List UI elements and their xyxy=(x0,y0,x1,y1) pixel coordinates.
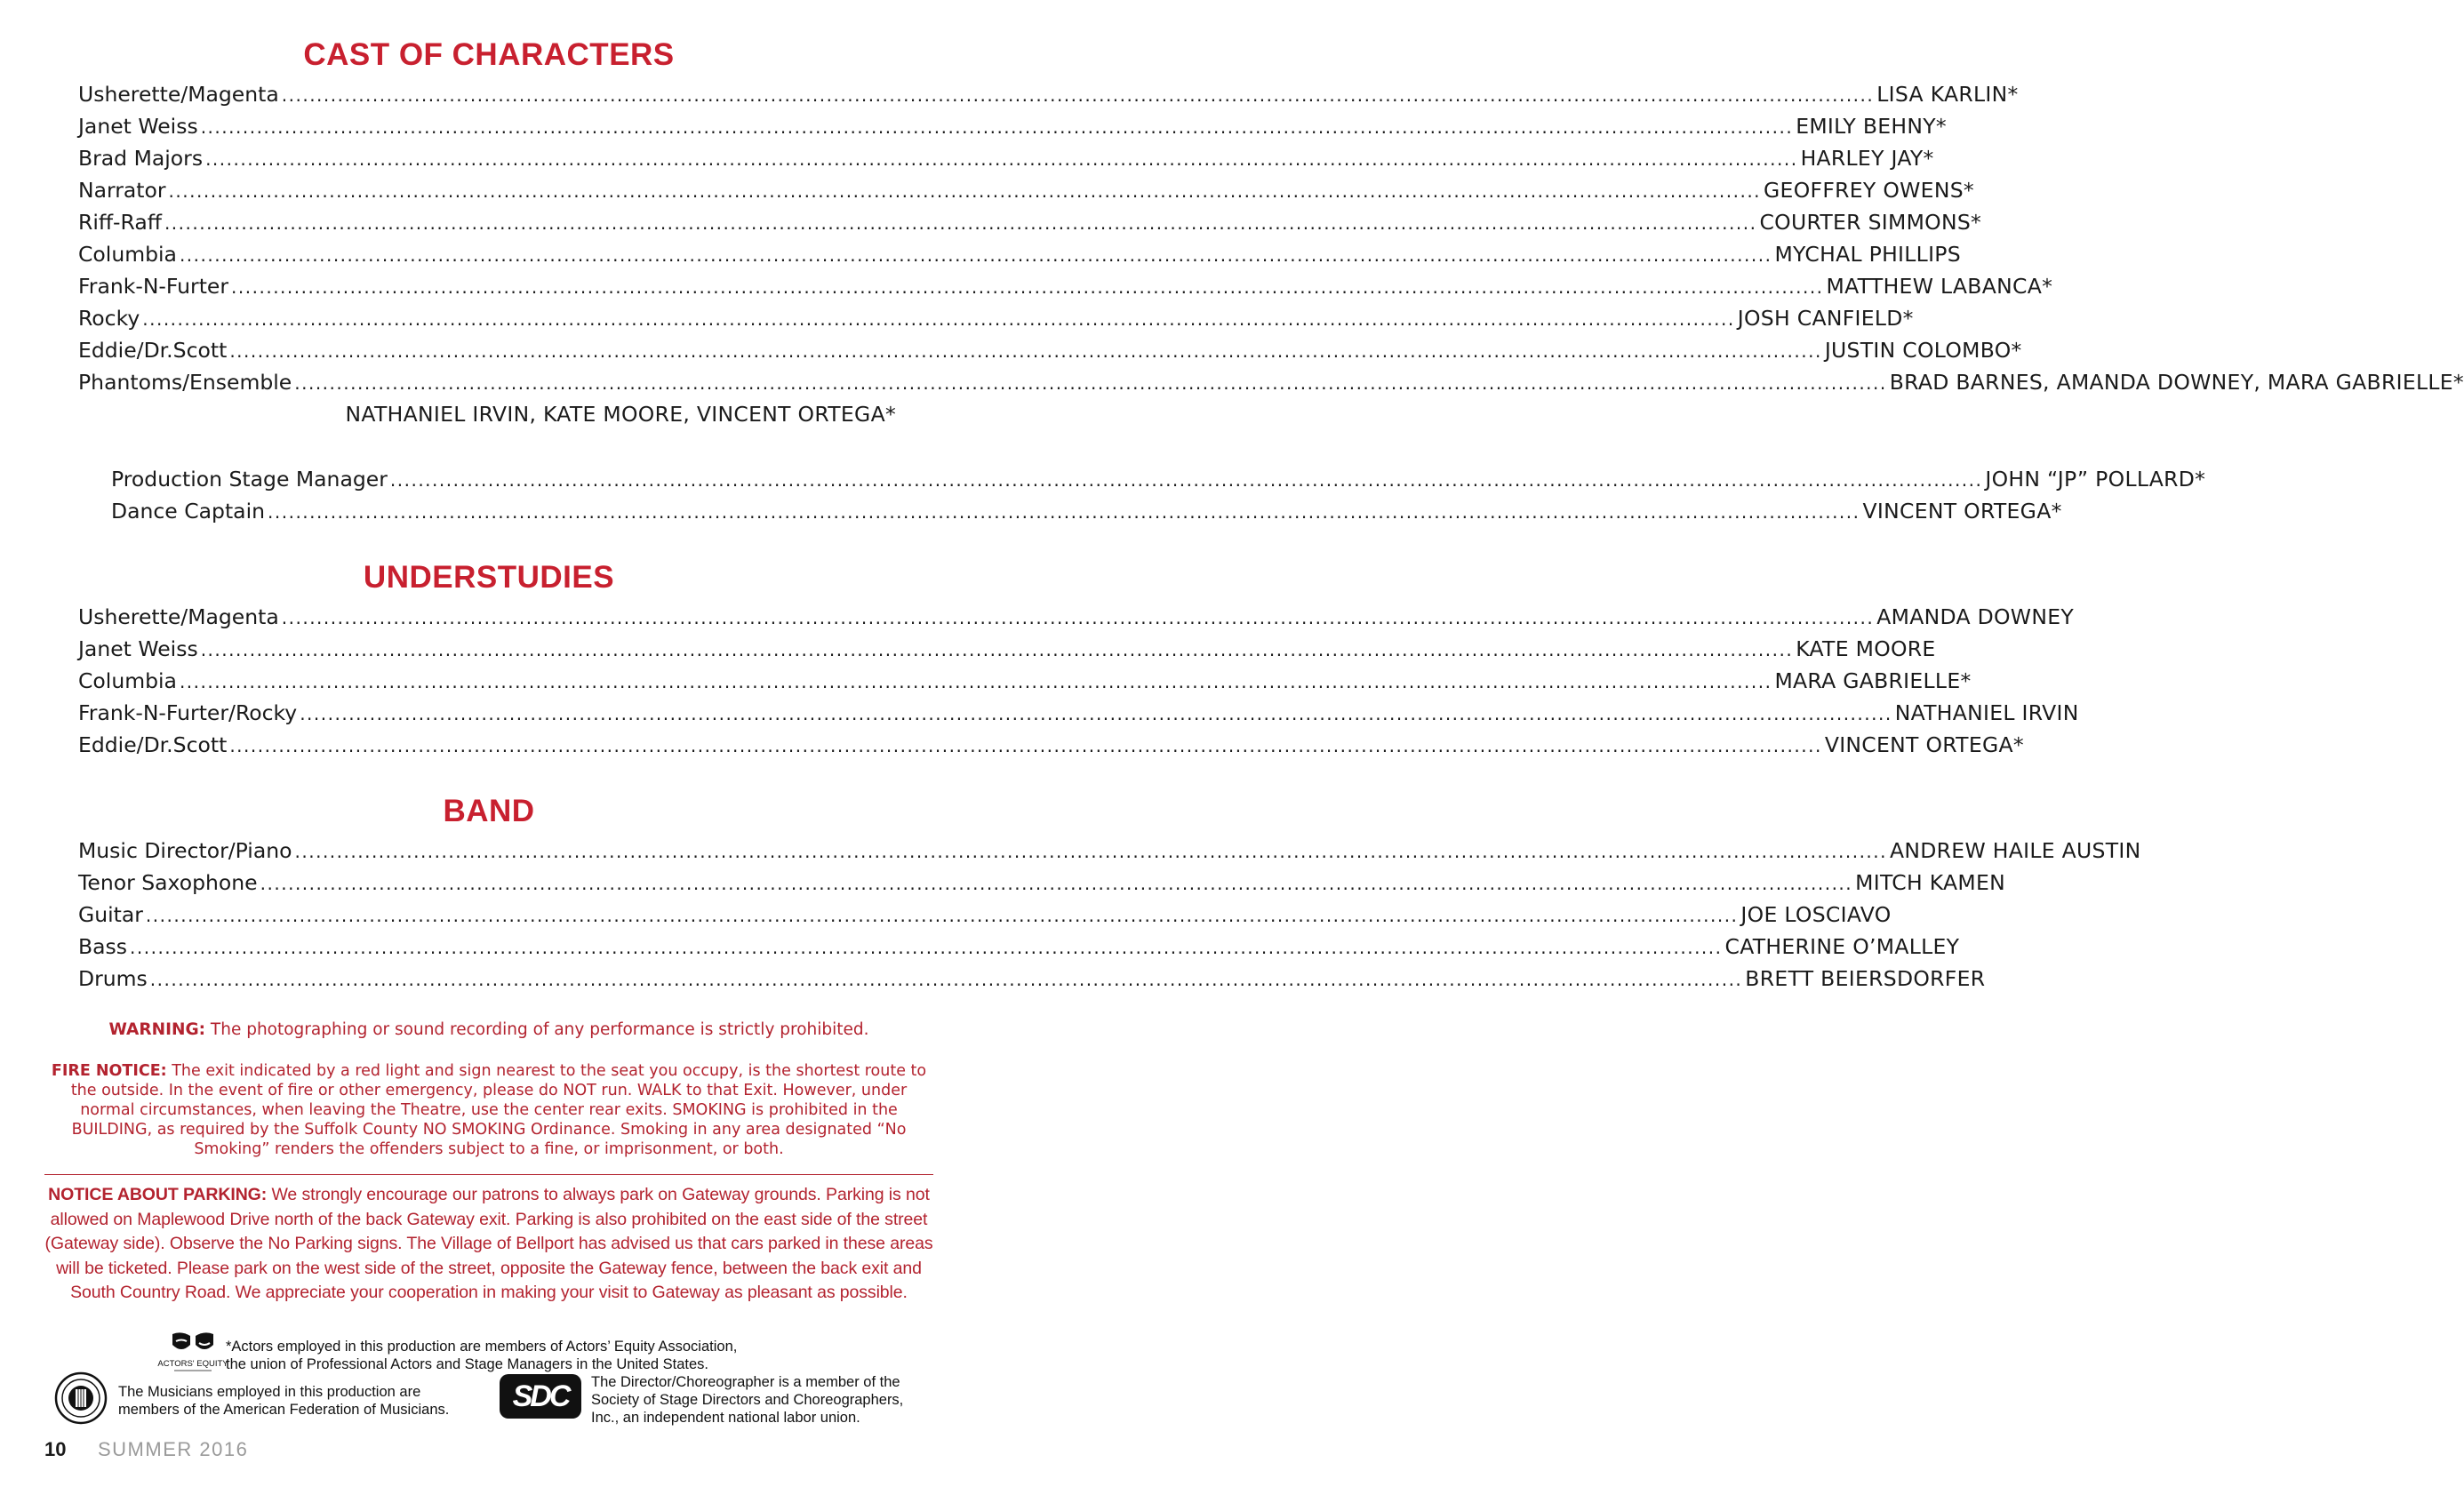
role-label: Dance Captain xyxy=(111,499,266,524)
role-label: Phantoms/Ensemble xyxy=(78,370,292,395)
role-label: Guitar xyxy=(78,902,143,927)
leader-dots xyxy=(300,698,1892,730)
leader-dots xyxy=(150,963,1743,995)
divider xyxy=(44,1174,933,1175)
page-number: 10 xyxy=(44,1438,67,1460)
parking-notice xyxy=(44,1183,933,1306)
cast-row xyxy=(78,78,2019,110)
equity-text xyxy=(226,1338,737,1373)
leader-dots xyxy=(229,730,1822,762)
understudy-row xyxy=(78,665,1972,697)
fire-lead: FIRE NOTICE: xyxy=(51,1062,167,1080)
role-label: Narrator xyxy=(78,178,166,203)
musician-name: MITCH KAMEN xyxy=(1855,870,2005,895)
cast-row xyxy=(78,206,1982,238)
musicians-federation-seal-icon xyxy=(54,1371,108,1425)
cast-continuation: NATHANIEL IRVIN, KATE MOORE, VINCENT ORTEGA* xyxy=(345,402,896,427)
warning-lead: WARNING: xyxy=(108,1020,206,1039)
cast-heading: CAST OF CHARACTERS xyxy=(303,37,675,72)
role-label: Frank-N-Furter/Rocky xyxy=(78,700,298,725)
sdc-text xyxy=(591,1373,903,1427)
role-label: Brad Majors xyxy=(78,146,204,171)
role-label: Janet Weiss xyxy=(78,636,198,661)
fire-notice xyxy=(44,1061,933,1159)
actor-name: VINCENT ORTEGA* xyxy=(1824,732,2024,757)
staff-name: VINCENT ORTEGA* xyxy=(1862,499,2062,524)
cast-row xyxy=(78,302,1914,334)
actor-name: GEOFFREY OWENS* xyxy=(1764,178,1974,203)
cast-list xyxy=(78,78,2464,430)
sdc-line-2: Society of Stage Directors and Choreographers, xyxy=(591,1392,904,1408)
staff-list xyxy=(111,463,2206,527)
actor-name: MYCHAL PHILLIPS xyxy=(1774,242,1961,267)
role-label: Riff-Raff xyxy=(78,210,162,235)
equity-line-1: *Actors employed in this production are members of Actors’ Equity Association, xyxy=(226,1339,738,1355)
cast-row xyxy=(78,238,1961,270)
cast-row xyxy=(78,366,2464,398)
leader-dots xyxy=(294,367,1887,399)
parking-lead: NOTICE ABOUT PARKING: xyxy=(48,1185,268,1204)
musicians-line-1: The Musicians employed in this production are xyxy=(118,1384,421,1400)
actors-equity-logo-icon xyxy=(157,1331,228,1377)
staff-row xyxy=(111,495,2062,527)
actor-name: NATHANIEL IRVIN xyxy=(1894,700,2079,725)
band-row xyxy=(78,899,1892,931)
actor-name: MATTHEW LABANCA* xyxy=(1826,274,2053,299)
understudies-heading: UNDERSTUDIES xyxy=(363,560,615,595)
role-label: Columbia xyxy=(78,242,177,267)
actor-name: HARLEY JAY* xyxy=(1800,146,1934,171)
actor-name: LISA KARLIN* xyxy=(1876,82,2019,107)
musicians-line-2: members of the American Federation of Musicians. xyxy=(118,1402,450,1418)
staff-row xyxy=(111,463,2206,495)
leader-dots xyxy=(169,175,1762,207)
role-label: Columbia xyxy=(78,668,177,693)
musician-name: BRETT BEIERSDORFER xyxy=(1745,966,1986,991)
issue-season: SUMMER 2016 xyxy=(98,1438,249,1460)
sdc-line-3: Inc., an independent national labor union. xyxy=(591,1410,860,1426)
band-heading: BAND xyxy=(443,794,535,828)
leader-dots xyxy=(295,835,1888,867)
role-label: Eddie/Dr.Scott xyxy=(78,338,228,363)
band-row xyxy=(78,931,1960,963)
actor-name: KATE MOORE xyxy=(1796,636,1936,661)
role-label: Eddie/Dr.Scott xyxy=(78,732,228,757)
fire-text: The exit indicated by a red light and sign nearest to the seat you occupy, is the shortest route to the outside. In the event of fire or other emergency, please do NOT run. WALK to that Exit. However, under normal circumstances, when leaving the Theatre, use the center rear exits. SMOKING is prohibited in the BUILDING, as required by the Suffolk County NO SMOKING Ordinance. Smoking in any area designated “No Smoking” renders the offenders subject to a fine, or imprisonment, or both. xyxy=(70,1062,927,1158)
understudy-row xyxy=(78,697,2079,729)
sdc-line-1: The Director/Choreographer is a member of the xyxy=(591,1374,900,1390)
leader-dots xyxy=(229,335,1822,367)
leader-dots xyxy=(260,867,1853,899)
role-label: Usherette/Magenta xyxy=(78,604,279,629)
leader-dots xyxy=(146,899,1739,931)
understudies-list xyxy=(78,601,2079,761)
band-row xyxy=(78,963,1986,995)
warning-notice xyxy=(44,1019,933,1041)
leader-dots xyxy=(390,464,1983,496)
equity-line-2: the union of Professional Actors and Stage Managers in the United States. xyxy=(226,1356,709,1372)
cast-row xyxy=(78,174,1974,206)
sdc-logo-text: SDC xyxy=(512,1379,569,1413)
sdc-logo-icon xyxy=(500,1374,581,1419)
actor-name: BRAD BARNES, AMANDA DOWNEY, MARA GABRIELLE* xyxy=(1889,370,2464,395)
equity-logo-text: ACTORS' EQUITY xyxy=(157,1359,228,1369)
band-row xyxy=(78,867,2005,899)
actor-name: EMILY BEHNY* xyxy=(1796,114,1947,139)
cast-row xyxy=(78,270,2053,302)
cast-row xyxy=(78,334,2022,366)
leader-dots xyxy=(268,496,1860,528)
role-label: Janet Weiss xyxy=(78,114,198,139)
leader-dots xyxy=(180,239,1772,271)
leader-dots xyxy=(180,666,1772,698)
leader-dots xyxy=(282,79,1875,111)
role-label: Music Director/Piano xyxy=(78,838,292,863)
role-label: Usherette/Magenta xyxy=(78,82,279,107)
leader-dots xyxy=(282,602,1875,634)
leader-dots xyxy=(130,931,1723,963)
leader-dots xyxy=(231,271,1824,303)
actor-name: MARA GABRIELLE* xyxy=(1774,668,1972,693)
leader-dots xyxy=(205,143,1798,175)
leader-dots xyxy=(201,111,1794,143)
role-label: Drums xyxy=(78,966,148,991)
cast-row xyxy=(78,142,1934,174)
warning-text: The photographing or sound recording of any performance is strictly prohibited. xyxy=(205,1020,869,1039)
actor-name: COURTER SIMMONS* xyxy=(1759,210,1982,235)
role-label: Rocky xyxy=(78,306,140,331)
musician-name: CATHERINE O’MALLEY xyxy=(1724,934,1960,959)
role-label: Tenor Saxophone xyxy=(78,870,258,895)
parking-text: We strongly encourage our patrons to always park on Gateway grounds. Parking is not allowed on Maplewood Drive north of the back Gateway exit. Parking is also prohibited on the east side of the street (Gateway side). Observe the No Parking signs. The Village of Bellport has advised us that cars parked in these areas will be ticketed. Please park on the west side of the street, opposite the Gateway fence, between the back exit and South Country Road. We appreciate your cooperation in making your visit to Gateway as pleasant as possible. xyxy=(44,1185,933,1302)
leader-dots xyxy=(201,634,1794,666)
role-label: Production Stage Manager xyxy=(111,467,388,492)
musician-name: ANDREW HAILE AUSTIN xyxy=(1890,838,2141,863)
role-label: Frank-N-Furter xyxy=(78,274,229,299)
musicians-text xyxy=(118,1383,449,1419)
role-label: Bass xyxy=(78,934,128,959)
leader-dots xyxy=(164,207,1757,239)
understudy-row xyxy=(78,729,2024,761)
actor-name: JOSH CANFIELD* xyxy=(1737,306,1914,331)
actor-name: JUSTIN COLOMBO* xyxy=(1824,338,2022,363)
understudy-row xyxy=(78,601,2075,633)
cast-row xyxy=(78,110,1947,142)
leader-dots xyxy=(142,303,1735,335)
staff-name: JOHN “JP” POLLARD* xyxy=(1985,467,2206,492)
actor-name: AMANDA DOWNEY xyxy=(1876,604,2075,629)
band-row xyxy=(78,835,2141,867)
band-list xyxy=(78,835,2141,995)
musician-name: JOE LOSCIAVO xyxy=(1740,902,1892,927)
understudy-row xyxy=(78,633,1936,665)
